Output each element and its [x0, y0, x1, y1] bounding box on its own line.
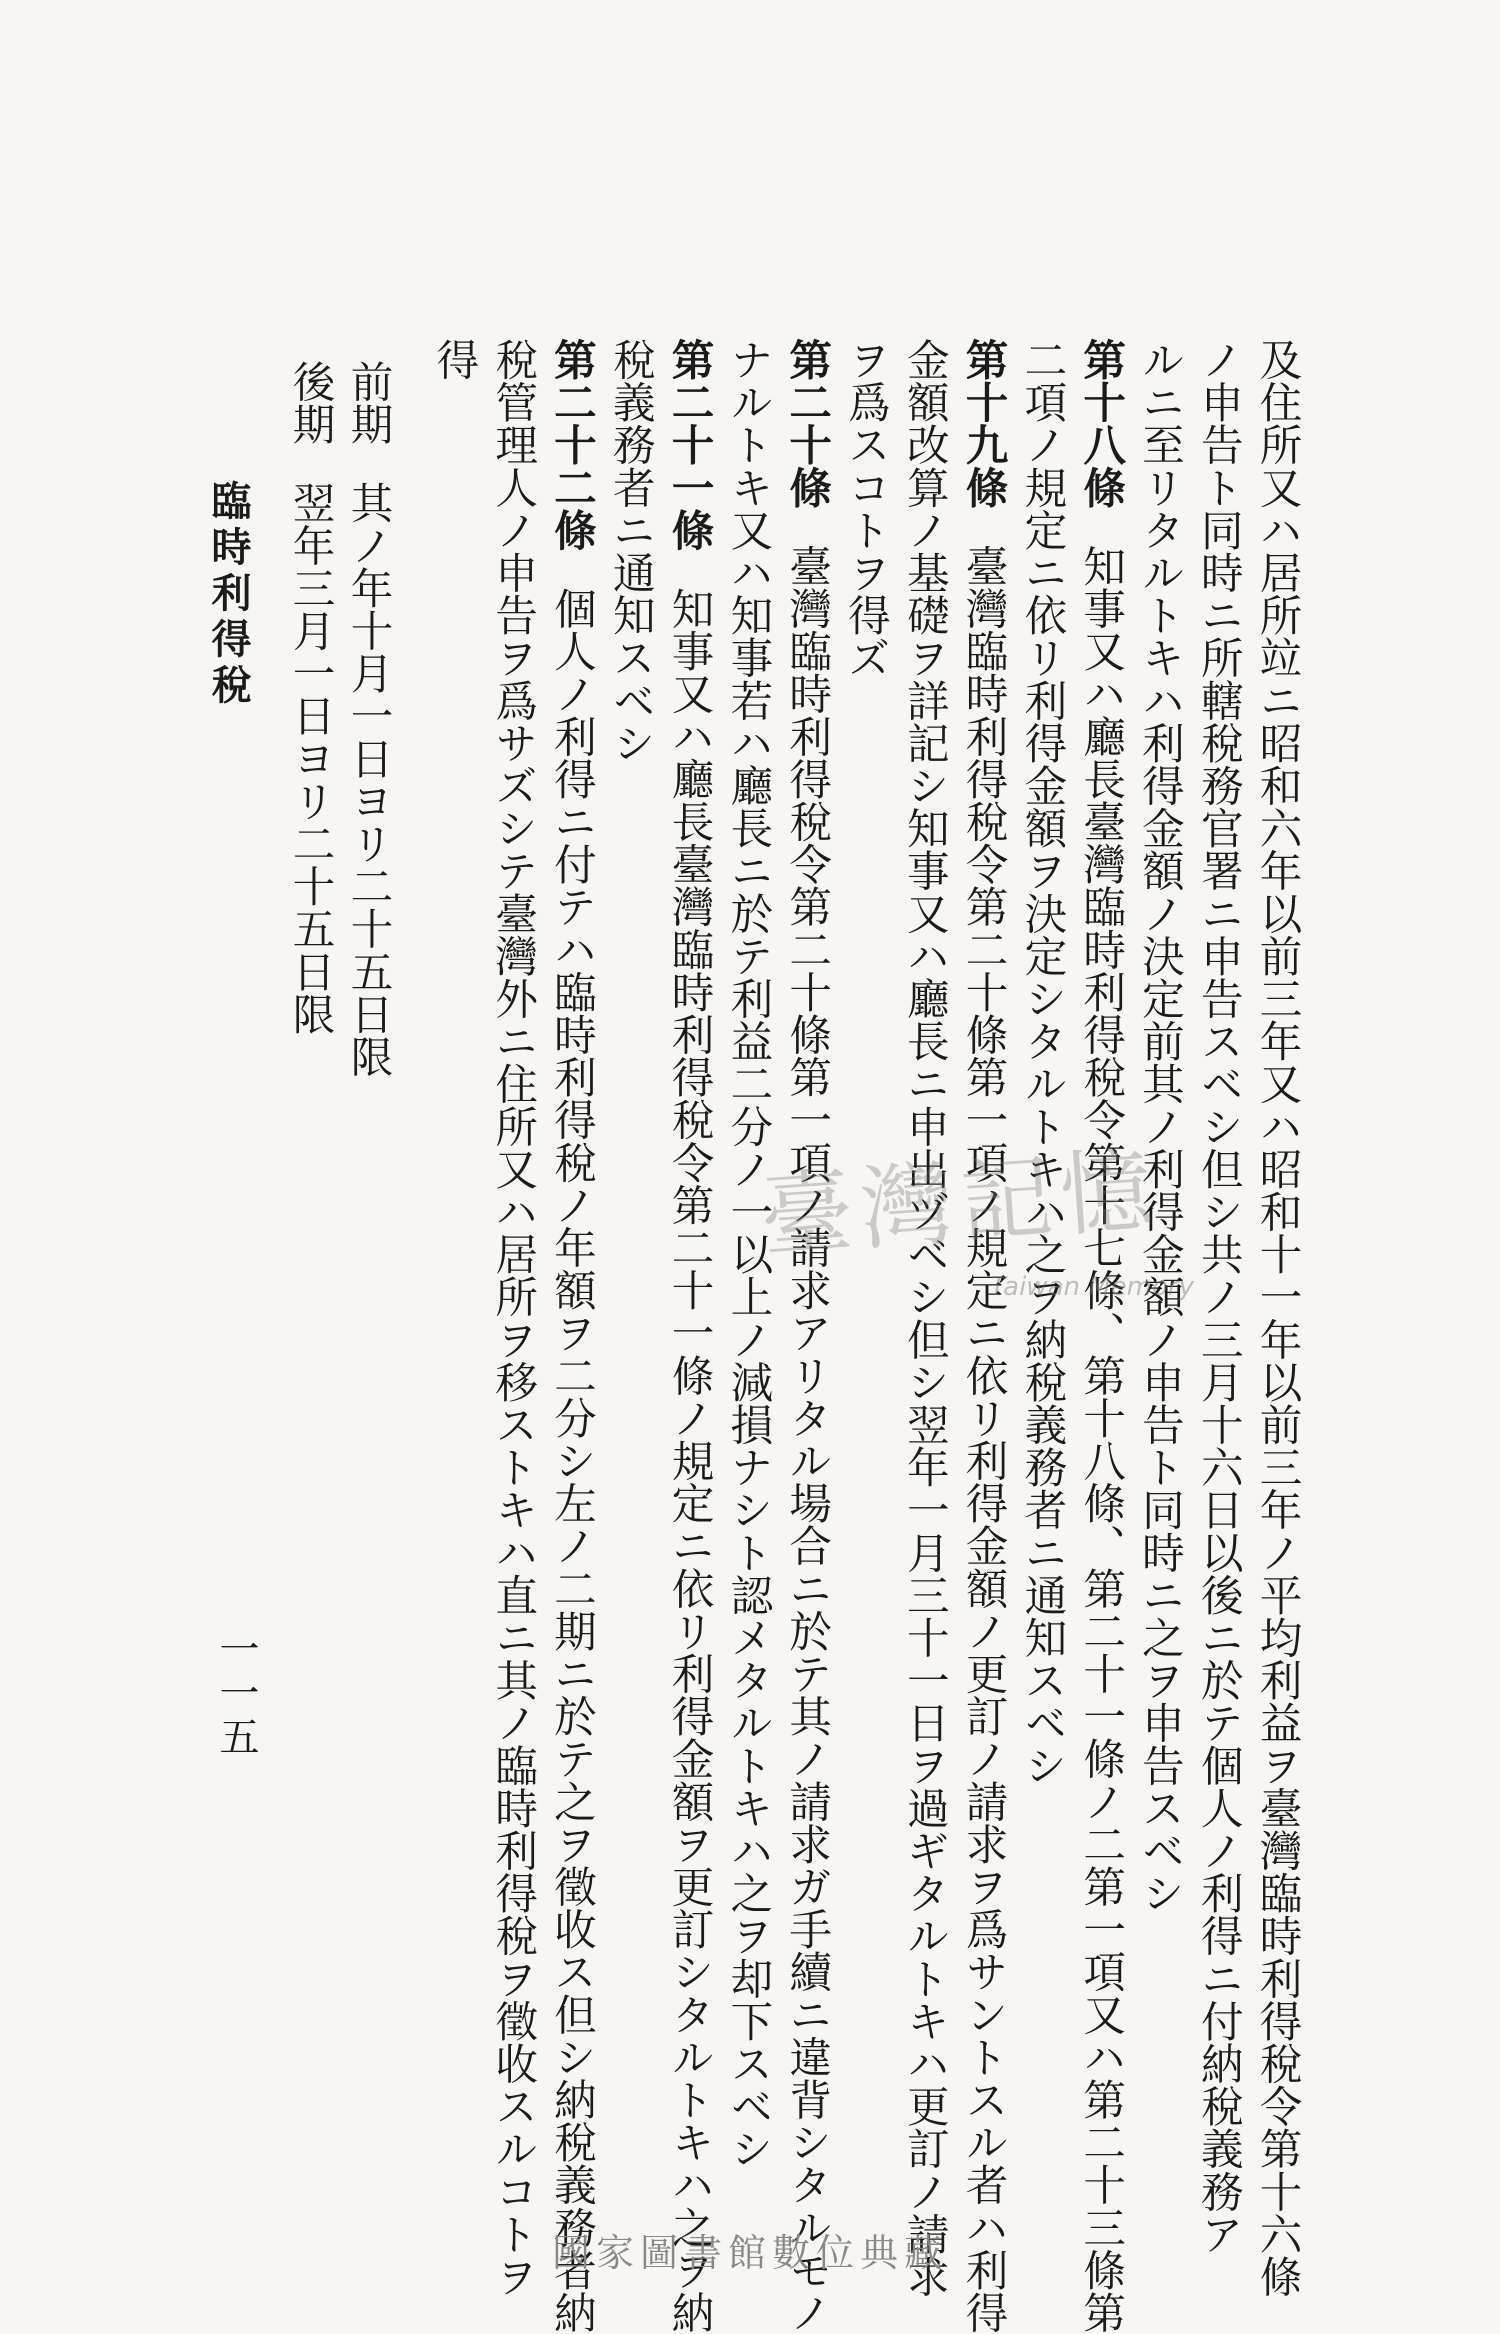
column-text: 及住所又ハ居所竝ニ昭和六年以前三年又ハ昭和十一年以前三年ノ平均利益ヲ臺灣臨時利得稅令第十六條 [1252, 338, 1303, 2298]
text-column [488, 338, 539, 2298]
page-number: 一一五 [213, 1628, 259, 1760]
article-heading: 第十八條 [1076, 338, 1127, 509]
article-column [782, 338, 833, 2334]
period-row-first [343, 360, 394, 1078]
text-column [605, 338, 656, 764]
column-text: 知事又ハ廳長臺灣臨時利得稅令第十七條、第十八條、第二十一條ノ二第一項又ハ第二十三條第 [1076, 544, 1127, 2334]
column-text: 臺灣臨時利得稅令第二十條第一項ノ請求アリタル場合ニ於テ其ノ請求ガ手續ニ違背シタルモノ [782, 544, 833, 2334]
article-heading: 第二十一條 [664, 338, 715, 551]
text-column [429, 338, 480, 381]
text-column [1017, 338, 1068, 1787]
column-text: ヲ爲スコトヲ得ズ [840, 338, 891, 679]
text-column [1193, 338, 1244, 2255]
article-column [546, 338, 597, 2334]
footer-credit: 國家圖書館數位典藏 [551, 2231, 948, 2275]
column-text: 臺灣臨時利得稅令第二十條第一項ノ規定ニ依リ利得金額ノ更訂ノ請求ヲ爲サントスル者ハ利得 [958, 544, 1009, 2334]
watermark-subtitle: Taiwan Memory [990, 1272, 1194, 1302]
column-text: 金額改算ノ基礎ヲ詳記シ知事又ハ廳長ニ申出ヅベシ但シ翌年一月三十一日ヲ過ギタルトキハ更訂ノ請求 [899, 338, 950, 2298]
column-text: 二項ノ規定ニ依リ利得金額ヲ決定シタルトキハ之ヲ納稅義務者ニ通知スベシ [1017, 338, 1068, 1787]
text-column [899, 338, 950, 2298]
period-label: 前期 [343, 360, 394, 446]
period-text: 翌年三月一日ヨリ二十五日限 [285, 481, 336, 1036]
article-heading: 第二十條 [782, 338, 833, 509]
watermark-logo: 臺灣記憶 [757, 1136, 1164, 1271]
column-text: ルニ至リタルトキハ利得金額ノ決定前其ノ利得金額ノ申告ト同時ニ之ヲ申告スベシ [1134, 338, 1185, 1915]
text-column [1252, 338, 1303, 2298]
article-column [664, 338, 715, 2334]
column-text: 知事又ハ廳長臺灣臨時利得稅令第二十一條ノ規定ニ依リ利得金額ヲ更訂シタルトキハ之ヲ納 [664, 587, 715, 2334]
period-row-second [285, 360, 336, 1036]
period-text: 其ノ年十月一日ヨリ二十五日限 [343, 481, 394, 1078]
column-text: 稅義務者ニ通知スベシ [605, 338, 656, 764]
column-text: 個人ノ利得ニ付テハ臨時利得稅ノ年額ヲ二分シ左ノ二期ニ於テ之ヲ徵收ス但シ納稅義務者納 [546, 587, 597, 2334]
article-column [958, 338, 1009, 2334]
period-label: 後期 [285, 360, 336, 446]
article-column [1076, 338, 1127, 2334]
article-heading: 第十九條 [958, 338, 1009, 509]
running-title: 臨時利得稅 [205, 480, 252, 710]
column-text: 稅管理人ノ申告ヲ爲サズシテ臺灣外ニ住所又ハ居所ヲ移ストキハ直ニ其ノ臨時利得稅ヲ徵收スルコトヲ [488, 338, 539, 2298]
column-text: 得 [429, 338, 480, 381]
text-column [840, 338, 891, 679]
column-text: ナルトキ又ハ知事若ハ廳長ニ於テ利益二分ノ一以上ノ減損ナシト認メタルトキハ之ヲ却下スベシ [723, 338, 774, 2170]
column-text: ノ申告ト同時ニ所轄稅務官署ニ申告スベシ但シ共ノ三月十六日以後ニ於テ個人ノ利得ニ付納稅義務ア [1193, 338, 1244, 2255]
article-heading: 第二十二條 [546, 338, 597, 551]
